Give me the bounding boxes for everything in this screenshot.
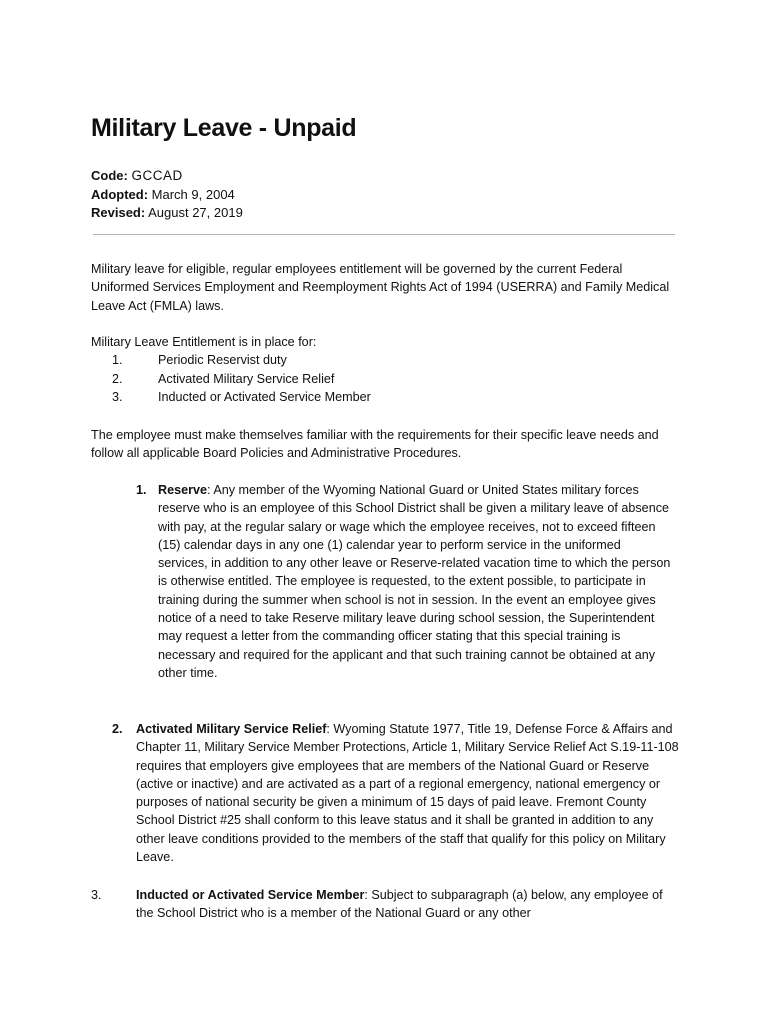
section-sep: : xyxy=(207,483,214,497)
section-number: 2. xyxy=(112,722,123,736)
adopted-line xyxy=(91,186,235,204)
section-heading: Reserve xyxy=(158,483,208,497)
section-number: 3. xyxy=(91,888,102,902)
revised-value: August 27, 2019 xyxy=(148,205,243,220)
entitlement-num: 2. xyxy=(112,372,123,386)
entitlement-item: Periodic Reservist duty xyxy=(158,353,287,367)
divider xyxy=(93,234,675,235)
section-body: Wyoming Statute 1977, Title 19, Defense Force & Affairs and Chapter 11, Military Service Member Protections, Article 1, Military Service Relief Act S.19-11-108 requires that employers give employees that are members of the National Guard or Reserve (active or inactive) and are activated as a part of a regional emergency, national emergency or purposes of national security be given a minimum of 15 days of paid leave. Fremont County School District #25 shall conform to this leave status and it shall be granted in addition to any other leave conditions provided to the members of the staff that qualify for this policy on Military Leave. xyxy=(136,722,679,865)
revised-label: Revised: xyxy=(91,205,146,220)
entitlement-item: Inducted or Activated Service Member xyxy=(158,390,371,404)
code-value: GCCAD xyxy=(131,168,183,183)
entitlement-item: Activated Military Service Relief xyxy=(158,372,335,386)
section-heading: Activated Military Service Relief xyxy=(136,722,327,736)
entitlement-heading: Military Leave Entitlement is in place for: xyxy=(91,335,317,349)
section-number: 1. xyxy=(136,483,147,497)
entitlement-num: 1. xyxy=(112,353,123,367)
code-line xyxy=(91,167,183,185)
entitlement-num: 3. xyxy=(112,390,123,404)
requirements-paragraph: The employee must make themselves familiar with the requirements for their specific leave needs and follow all applicable Board Policies and Administrative Procedures. xyxy=(91,428,659,461)
section-reserve xyxy=(158,481,672,682)
code-label: Code: xyxy=(91,168,128,183)
section-inducted-member xyxy=(136,886,664,923)
intro-paragraph: Military leave for eligible, regular employees entitlement will be governed by the current Federal Uniformed Services Employment and Reemployment Rights Act of 1994 (USERRA) and Family Medical Leave Act (FMLA) laws. xyxy=(91,262,670,313)
adopted-label: Adopted: xyxy=(91,187,149,202)
section-sep: : xyxy=(364,888,372,902)
section-body: Subject to subparagraph (a) below, any employee of the School District who is a member of the National Guard or any other xyxy=(136,888,663,921)
page-title: Military Leave - Unpaid xyxy=(91,114,357,142)
section-activated-relief xyxy=(136,720,680,866)
section-heading: Inducted or Activated Service Member xyxy=(136,888,365,902)
section-body: Any member of the Wyoming National Guard or United States military forces reserve who is an employee of this School District shall be given a military leave of absence with pay, at the regular salary or wage which the employee receives, not to exceed fifteen (15) calendar days in any one (1) calendar year to perform service in the uniformed services, in addition to any other leave or Reserve-related vacation time to which the person is otherwise entitled. The employee is requested, to the extent possible, to participate in training during the summer when school is not in session. In the event an employee gives notice of a need to take Reserve military leave during school session, the Superintendent may request a letter from the commanding officer stating that this special training is necessary and required for the applicant and that such training cannot be obtained at any other time. xyxy=(158,483,671,680)
revised-line xyxy=(91,204,243,222)
adopted-value: March 9, 2004 xyxy=(151,187,235,202)
section-sep: : xyxy=(326,722,334,736)
